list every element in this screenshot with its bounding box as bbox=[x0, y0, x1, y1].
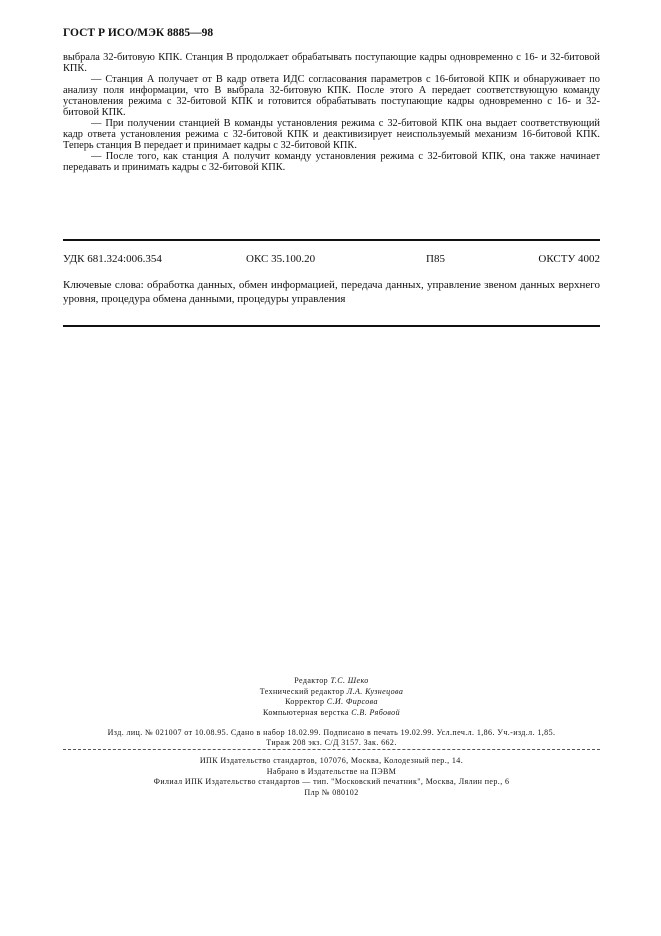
printer-line: Филиал ИПК Издательство стандартов — тип. "Московский печатник", Москва, Лялин пер., 6 bbox=[153, 777, 510, 786]
paragraph: — При получении станцией В команды установления режима с 32-битовой КПК она выдает соответствующий кадр ответа установления режима с 32-битовой КПК и деактивизирует неиспользуемый механизм 16-битовой КПК. Теперь станция В передает и принимает кадры с 32-битовой КПК. bbox=[63, 118, 600, 151]
credits bbox=[63, 676, 600, 718]
bottom-divider bbox=[63, 325, 600, 327]
publishing-line: Тираж 208 экз. С/Д 3157. Зак. 662. bbox=[266, 738, 397, 747]
credit-corrector: Корректор С.И. Фирсова bbox=[285, 697, 378, 706]
publishing-line: Изд. лиц. № 021007 от 10.08.95. Сдано в набор 18.02.99. Подписано в печать 19.02.99. Усл.печ.л. 1,86. Уч.-изд.л. 1,85. bbox=[107, 728, 556, 737]
printer-line: Плр № 080102 bbox=[304, 787, 359, 797]
credit-tech-editor: Технический редактор Л.А. Кузнецова bbox=[259, 686, 404, 696]
oks-code: ОКС 35.100.20 bbox=[246, 253, 316, 265]
okstu-code: ОКСТУ 4002 bbox=[538, 253, 600, 265]
publishing-info bbox=[63, 728, 600, 748]
credit-editor: Редактор Т.С. Шеко bbox=[294, 676, 369, 685]
dashed-divider bbox=[63, 749, 600, 750]
printer-line: Набрано в Издательстве на ПЭВМ bbox=[266, 766, 397, 776]
udk-code: УДК 681.324:006.354 bbox=[63, 253, 162, 265]
keywords: Ключевые слова: обработка данных, обмен информацией, передача данных, управление звеном данных верхнего уровня, процедура обмена данными, процедуры управления bbox=[63, 279, 600, 305]
paragraph: выбрала 32-битовую КПК. Станция В продолжает обрабатывать поступающие кадры одновременно с 16- и 32-битовой КПК. bbox=[63, 52, 600, 74]
credit-layout: Компьютерная верстка С.В. Рябовой bbox=[263, 707, 400, 717]
body-text bbox=[63, 52, 600, 173]
paragraph: — После того, как станция А получит команду установления режима с 32-битовой КПК, она также начинает передавать и принимать кадры с 32-битовой КПК. bbox=[63, 151, 600, 173]
printer-line: ИПК Издательство стандартов, 107076, Москва, Колодезный пер., 14. bbox=[199, 756, 464, 765]
p-code: П85 bbox=[426, 253, 445, 265]
top-divider bbox=[63, 239, 600, 241]
page-header: ГОСТ Р ИСО/МЭК 8885—98 bbox=[63, 27, 214, 39]
paragraph: — Станция А получает от В кадр ответа ИДС согласования параметров с 16-битовой КПК и обнаруживает по анализу поля информации, что В выбрала 32-битовую КПК. После этого А передает соответствующую команду установления режима с 32-битовой КПК и готовится обрабатывать поступающие кадры одновременно с 16- и 32-битовой КПК. bbox=[63, 74, 600, 118]
printer-info bbox=[63, 756, 600, 798]
